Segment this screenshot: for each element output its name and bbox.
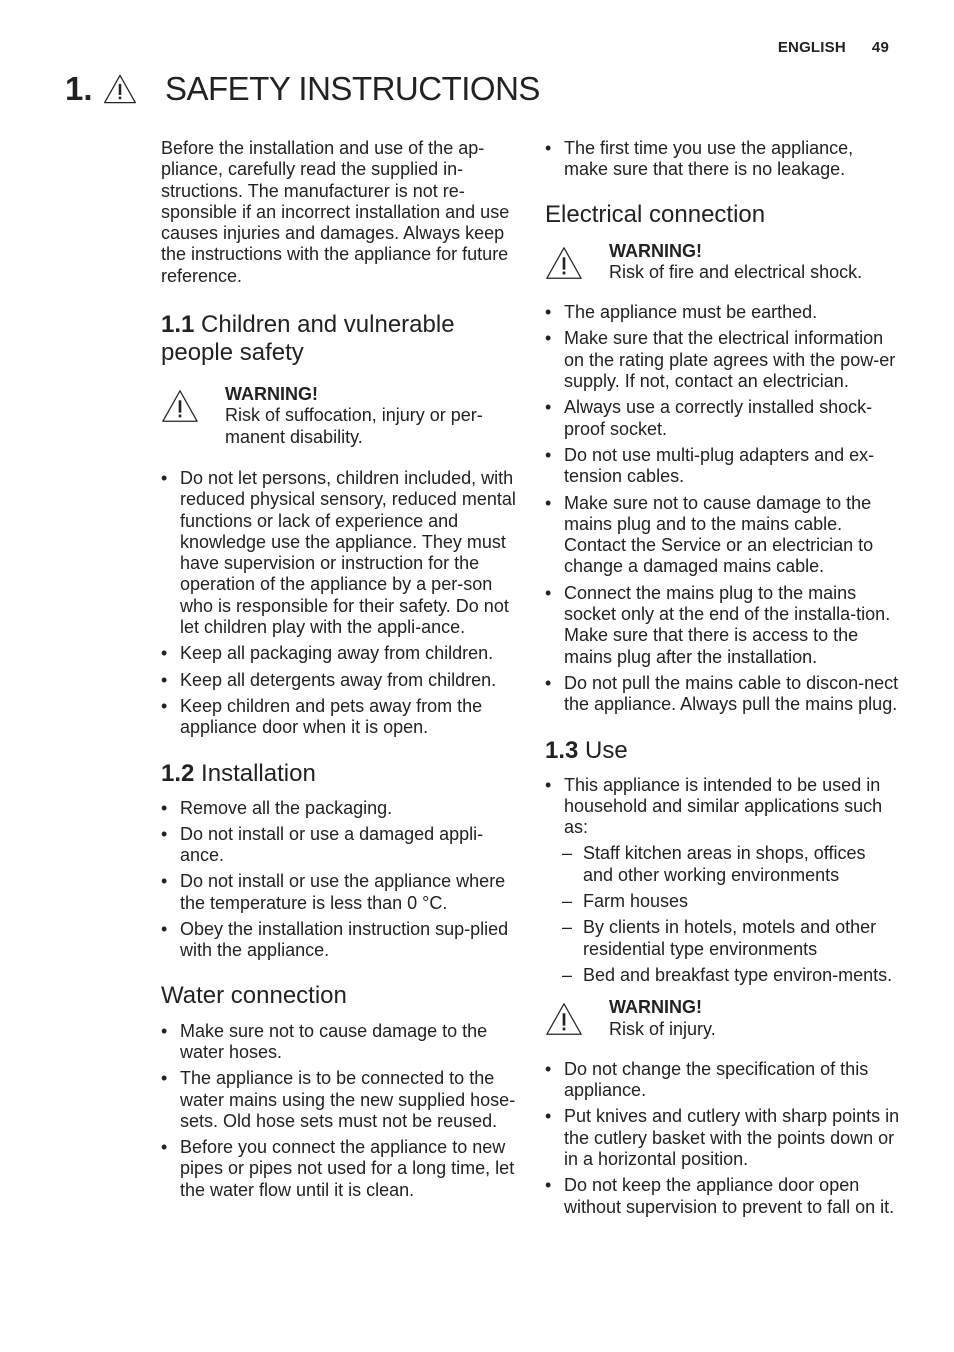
warning-box bbox=[545, 241, 900, 284]
warning-triangle-icon bbox=[545, 245, 583, 281]
list-item: • Do not change the specification of this appliance. bbox=[545, 1059, 900, 1102]
left-column bbox=[161, 138, 516, 1206]
water-connection-list bbox=[161, 1021, 516, 1201]
installation-list bbox=[161, 798, 516, 962]
warning-triangle-icon bbox=[161, 388, 199, 424]
water-connection-heading: Water connection bbox=[161, 981, 347, 1009]
list-item-text: This appliance is intended to be used in household and similar applications such as: bbox=[564, 774, 883, 838]
list-item: • Put knives and cutlery with sharp points in the cutlery basket with the points down or in a horizontal position. bbox=[545, 1106, 900, 1170]
warning-box bbox=[545, 997, 900, 1040]
children-safety-list bbox=[161, 468, 516, 739]
electrical-connection-heading: Electrical connection bbox=[545, 200, 766, 228]
section-1-3-heading bbox=[545, 737, 900, 765]
section-number: 1.2 bbox=[161, 759, 195, 787]
sub-list-item: – Bed and breakfast type environ-ments. bbox=[545, 965, 900, 986]
list-item: • Keep children and pets away from the appliance door when it is open. bbox=[161, 696, 516, 739]
page-number: 49 bbox=[871, 39, 889, 56]
warning-text: Risk of injury. bbox=[609, 1018, 716, 1039]
warning-box bbox=[161, 384, 516, 448]
list-item: • The appliance is to be connected to the water mains using the new supplied hose-sets. Old hose sets must not be reused. bbox=[161, 1068, 516, 1132]
chapter-title: SAFETY INSTRUCTIONS bbox=[165, 70, 540, 107]
use-sub-list bbox=[545, 843, 900, 986]
sub-list-item: – Farm houses bbox=[545, 891, 900, 912]
page-header bbox=[752, 39, 889, 56]
page-title bbox=[65, 70, 540, 108]
list-item: • Do not install or use the appliance where the temperature is less than 0 °C. bbox=[161, 871, 516, 914]
list-item: • Do not keep the appliance door open without supervision to prevent to fall on it. bbox=[545, 1175, 900, 1218]
warning-text: Risk of fire and electrical shock. bbox=[609, 261, 863, 282]
section-title: Use bbox=[585, 736, 628, 764]
right-column bbox=[545, 138, 900, 1223]
list-item: • Make sure that the electrical information on the rating plate agrees with the pow-er supply. If not, contact an electrician. bbox=[545, 328, 900, 392]
section-1-2-heading bbox=[161, 760, 516, 788]
warning-label: WARNING! bbox=[609, 997, 702, 1018]
chapter-number: 1. bbox=[65, 70, 93, 107]
section-number: 1.1 bbox=[161, 311, 195, 339]
list-item: • Do not let persons, children included, with reduced physical sensory, reduced mental functions or lack of experience and knowledge use the appliance. They must have supervision or instruction for the operation of the appliance by a per-son who is responsible for their safety. Do not let children play with the appli-ance. bbox=[161, 468, 516, 638]
warning-label: WARNING! bbox=[225, 384, 318, 405]
list-item: • Connect the mains plug to the mains socket only at the end of the installa-tion. Make sure that there is access to the mains plug after the installation. bbox=[545, 583, 900, 668]
intro-paragraph: Before the installation and use of the ap-pliance, carefully read the supplied in-structions. The manufacturer is not re-sponsible if an incorrect installation and use causes injuries and damages. Always keep the instructions with the appliance for future reference. bbox=[161, 138, 510, 286]
list-item: • Remove all the packaging. bbox=[161, 798, 516, 819]
section-number: 1.3 bbox=[545, 736, 579, 764]
list-item bbox=[545, 775, 900, 839]
list-item: • Keep all detergents away from children. bbox=[161, 670, 516, 691]
language-label: ENGLISH bbox=[777, 39, 846, 56]
warning-text: Risk of suffocation, injury or per-manent disability. bbox=[225, 405, 483, 447]
use-rules-list bbox=[545, 1059, 900, 1218]
list-item: • Keep all packaging away from children. bbox=[161, 643, 516, 664]
section-title: Installation bbox=[201, 759, 316, 787]
list-item: • Always use a correctly installed shock-proof socket. bbox=[545, 397, 900, 440]
list-item: • The first time you use the appliance, make sure that there is no leakage. bbox=[545, 138, 900, 181]
warning-triangle-icon bbox=[103, 73, 137, 105]
warning-triangle-icon bbox=[545, 1001, 583, 1037]
list-item: • Make sure not to cause damage to the mains plug and to the mains cable. Contact the Service or an electrician to change a damaged mains cable. bbox=[545, 493, 900, 578]
list-item: • Before you connect the appliance to new pipes or pipes not used for a long time, let the water flow until it is clean. bbox=[161, 1137, 516, 1201]
list-item: • Make sure not to cause damage to the water hoses. bbox=[161, 1021, 516, 1064]
water-connection-list-continued bbox=[545, 138, 900, 181]
list-item: • Obey the installation instruction sup-plied with the appliance. bbox=[161, 919, 516, 962]
section-title: Children and vulnerable people safety bbox=[161, 311, 455, 367]
section-1-1-heading bbox=[161, 311, 516, 367]
sub-list-item: – By clients in hotels, motels and other residential type environments bbox=[545, 917, 900, 960]
use-list bbox=[545, 775, 900, 839]
sub-list-item: – Staff kitchen areas in shops, offices and other working environments bbox=[545, 843, 900, 886]
list-item: • Do not install or use a damaged appli-ance. bbox=[161, 824, 516, 867]
electrical-list bbox=[545, 302, 900, 715]
list-item: • Do not pull the mains cable to discon-nect the appliance. Always pull the mains plug. bbox=[545, 673, 900, 716]
warning-label: WARNING! bbox=[609, 240, 702, 261]
list-item: • The appliance must be earthed. bbox=[545, 302, 900, 323]
list-item: • Do not use multi-plug adapters and ex-tension cables. bbox=[545, 445, 900, 488]
